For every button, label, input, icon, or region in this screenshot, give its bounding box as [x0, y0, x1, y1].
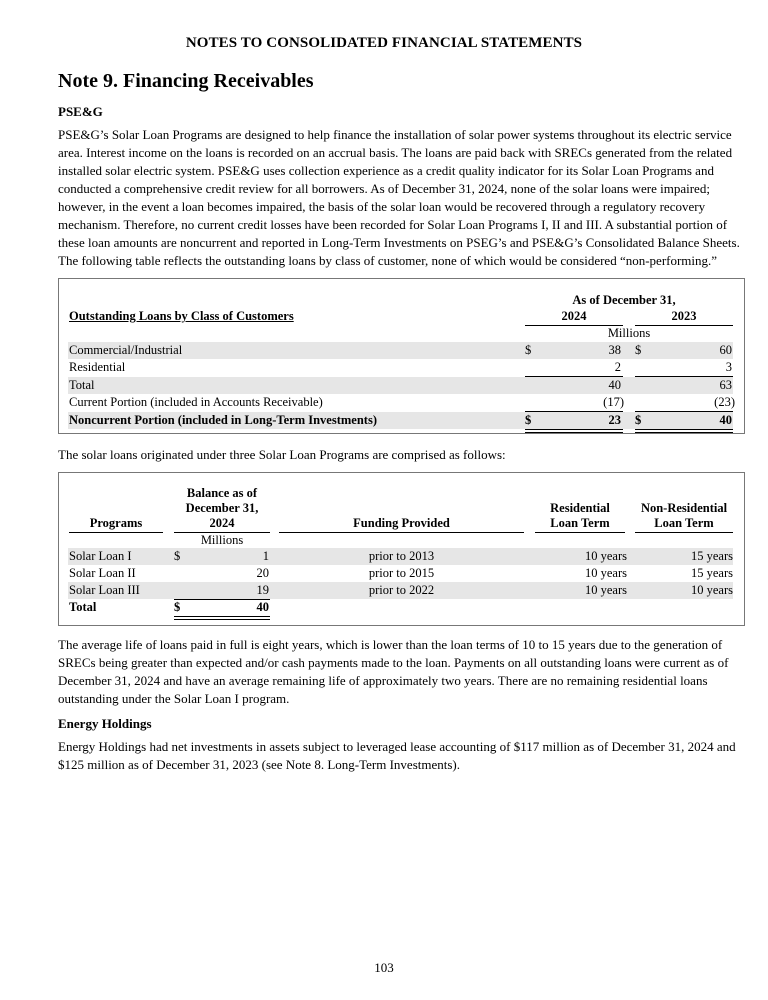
program-name: Solar Loan III — [69, 583, 140, 597]
total-double-rule-2024 — [525, 429, 623, 433]
value-2023: 60 — [719, 343, 732, 357]
currency-symbol: $ — [174, 600, 181, 614]
nonresidential-term-header-line2: Loan Term — [654, 516, 714, 530]
currency-symbol: $ — [174, 549, 181, 563]
funding-provided: prior to 2015 — [368, 566, 435, 580]
funding-provided: prior to 2022 — [368, 583, 435, 597]
residential-term: 10 years — [585, 566, 627, 580]
unit-label: Millions — [200, 533, 244, 547]
funding-header: Funding Provided — [353, 516, 450, 530]
period-header: As of December 31, — [572, 293, 676, 307]
currency-symbol: $ — [525, 343, 532, 357]
year-2023-header: 2023 — [671, 309, 697, 323]
programs-header: Programs — [89, 516, 143, 530]
residential-term: 10 years — [585, 583, 627, 597]
value-2023: 40 — [719, 413, 732, 427]
outstanding-loans-table — [58, 278, 745, 434]
solar-loan-programs-table — [58, 472, 745, 626]
program-name: Solar Loan II — [69, 566, 136, 580]
average-life-paragraph: The average life of loans paid in full is eight years, which is lower than the loan terms of 10 to 15 years due to the generation of SRECs being greater than expected and/or cash payments made to the loan. Payments on all outstanding loans were current as of December 31, 2024 and have an average remaining life of approximately two years. There are no remaining residential loans outstanding under the Solar Loan I program. — [58, 637, 729, 706]
balance-header-line3: 2024 — [209, 516, 235, 530]
row-label: Total — [69, 378, 95, 392]
row-label: Commercial/Industrial — [69, 343, 183, 357]
note-title: Note 9. Financing Receivables — [58, 70, 314, 92]
total-balance: 40 — [256, 600, 269, 614]
total-double-rule-2023 — [635, 429, 733, 433]
energy-holdings-paragraph: Energy Holdings had net investments in assets subject to leveraged lease accounting of $117 million as of December 31, 2024 and $125 million as of December 31, 2023 (see Note 8. Long-Term Investments). — [58, 739, 736, 772]
residential-term: 10 years — [585, 549, 627, 563]
currency-symbol: $ — [635, 343, 642, 357]
pseg-paragraph: PSE&G’s Solar Loan Programs are designed to help finance the installation of solar power systems throughout its electric service area. Interest income on the loans is recorded on an accrual basis. The loans are paid back with SRECs generated from the related installed solar electric system. PSE&G uses collection experience as a credit quality indicator for its Solar Loan Programs and conducted a comprehensive credit review for all borrowers. As of December 31, 2024, none of the solar loans were impaired; however, in the event a loan becomes impaired, the basis of the solar loan would be recovered through a regulatory recovery mechanism. Therefore, no current credit losses have been recorded for Solar Loan Programs I, II and III. A substantial portion of these loan amounts are noncurrent and reported in Long-Term Investments on PSEG’s and PSE&G’s Consolidated Balance Sheets. The following table reflects the outstanding loans by class of customer, none of which would be considered “non-performing.” — [58, 127, 740, 268]
total-label: Total — [69, 600, 97, 614]
year-2024-header: 2024 — [561, 309, 587, 323]
program-balance: 19 — [256, 583, 269, 597]
page-header: NOTES TO CONSOLIDATED FINANCIAL STATEMENTS — [185, 35, 583, 51]
balance-header-line2: December 31, — [185, 501, 259, 515]
nonresidential-term-header-line1: Non-Residential — [640, 501, 728, 515]
currency-symbol: $ — [525, 413, 532, 427]
value-2024: (17) — [603, 395, 624, 409]
balance-header-line1: Balance as of — [186, 486, 258, 500]
residential-term-header-line1: Residential — [550, 501, 610, 515]
program-balance: 20 — [256, 566, 269, 580]
program-balance: 1 — [262, 549, 269, 563]
row-label: Current Portion (included in Accounts Receivable) — [69, 395, 323, 409]
header-rule — [279, 532, 524, 533]
row-label: Noncurrent Portion (included in Long-Term Investments) — [69, 413, 377, 427]
value-2024: 2 — [614, 360, 621, 374]
row-shade — [68, 377, 733, 394]
nonresidential-term: 15 years — [691, 566, 733, 580]
header-rule — [69, 532, 163, 533]
value-2023: 63 — [719, 378, 732, 392]
funding-provided: prior to 2013 — [368, 549, 435, 563]
page-number: 103 — [374, 960, 394, 975]
value-2023: (23) — [714, 395, 735, 409]
programs-intro: The solar loans originated under three Solar Loan Programs are comprised as follows: — [58, 447, 506, 462]
unit-label: Millions — [607, 326, 651, 340]
header-rule — [635, 532, 733, 533]
value-2024: 23 — [608, 413, 621, 427]
currency-symbol: $ — [635, 413, 642, 427]
nonresidential-term: 15 years — [691, 549, 733, 563]
value-2023: 3 — [725, 360, 732, 374]
section-heading-pseg: PSE&G — [58, 104, 103, 119]
value-2024: 38 — [608, 343, 621, 357]
nonresidential-term: 10 years — [691, 583, 733, 597]
value-2024: 40 — [608, 378, 621, 392]
total-double-rule — [174, 616, 270, 620]
loans-table-title: Outstanding Loans by Class of Customers — [69, 309, 294, 323]
header-rule — [535, 532, 625, 533]
program-name: Solar Loan I — [69, 549, 132, 563]
section-heading-energy-holdings: Energy Holdings — [58, 716, 152, 731]
row-label: Residential — [69, 360, 126, 374]
residential-term-header-line2: Loan Term — [550, 516, 610, 530]
